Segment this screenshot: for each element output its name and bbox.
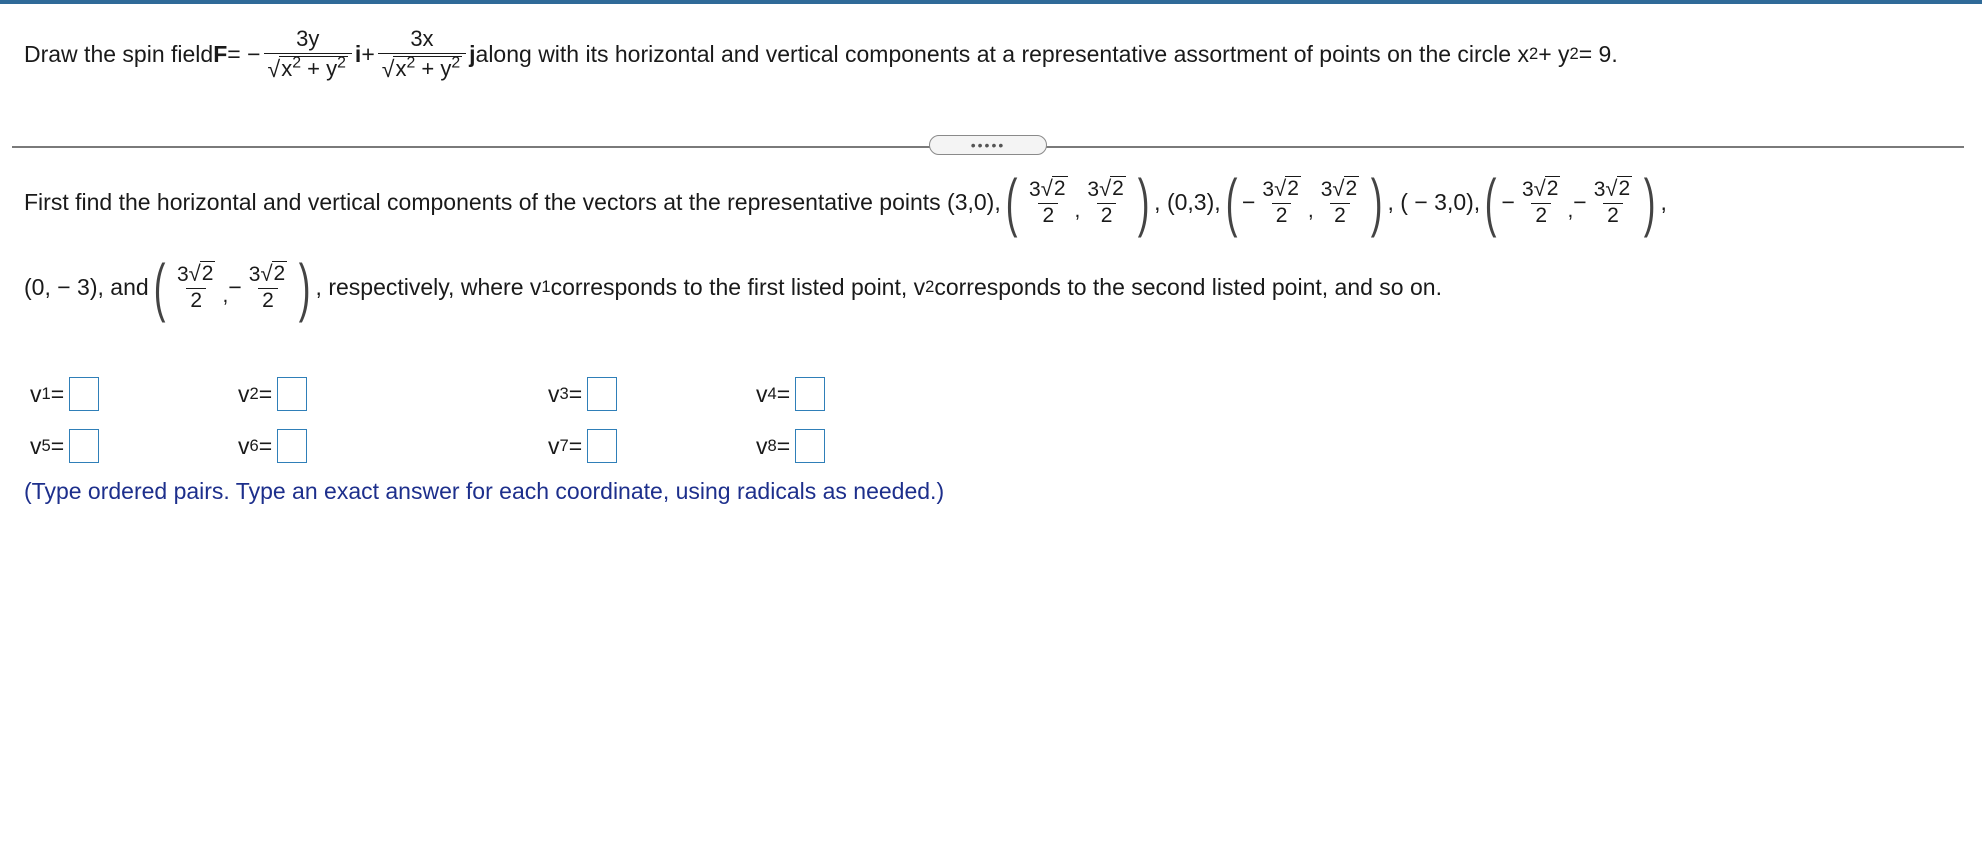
radicand-y: + y (301, 56, 338, 82)
equals: = (258, 432, 273, 459)
answer-input-v6[interactable] (277, 429, 307, 463)
left-paren: ( (1225, 166, 1238, 238)
fraction-3x-denominator (378, 53, 466, 82)
coord-numerator (173, 261, 219, 287)
answer-input-v7[interactable] (587, 429, 617, 463)
coef: 3 (248, 263, 261, 287)
radicand-x: x (281, 56, 293, 82)
coord-denominator: 2 (1603, 203, 1623, 228)
sqrt-radicand (393, 56, 462, 81)
expand-toggle-button[interactable]: ••••• (929, 135, 1047, 155)
left-paren: ( (1484, 166, 1497, 238)
comma: , (1074, 199, 1081, 222)
radicand: 2 (201, 262, 214, 286)
sqrt-icon: √ (1533, 176, 1546, 202)
sqrt-icon: √ (1040, 176, 1053, 202)
sqrt-icon: √ (381, 56, 395, 83)
answer-label: v (238, 432, 250, 459)
radicand: 2 (1053, 177, 1066, 201)
coord-fraction (173, 261, 219, 312)
fraction-3y (264, 26, 352, 83)
answer-v6: v 6 = (238, 429, 307, 463)
instruction-text-2: (0, − 3), and (24, 273, 149, 300)
sqrt (1099, 176, 1126, 200)
coord-denominator: 2 (1272, 203, 1292, 228)
instruction-line-2: (0, − 3), and ( 3 √ 2 2 , − 3 √ 2 2 ) , respectively, where v 1 corresponds to the first listed point, v 2 corresponds to the second listed point, and so on. (24, 251, 1442, 323)
exp: 2 (292, 54, 302, 72)
answer-label: v (238, 380, 250, 407)
coord-denominator: 2 (1531, 203, 1551, 228)
point-0-3-text: , (0,3), (1154, 188, 1221, 215)
instruction-text-3: , respectively, where v (315, 273, 542, 300)
exp: 2 (406, 54, 416, 72)
circle-plus-y: + y (1538, 40, 1570, 67)
exp: 2 (337, 54, 346, 72)
answer-label: v (548, 432, 560, 459)
instruction-text-1: First find the horizontal and vertical components of the vectors at the representative points (3,0), (24, 188, 1001, 215)
coord-denominator: 2 (1038, 203, 1058, 228)
sqrt-icon: √ (188, 261, 201, 287)
right-paren: ) (299, 251, 311, 323)
coord-fraction (1025, 176, 1071, 227)
radicand-x: x (395, 56, 407, 82)
coord-numerator (1518, 176, 1564, 202)
instruction-text-4: corresponds to the first listed point, v (550, 273, 926, 300)
equals-minus: = − (227, 40, 261, 67)
circle-equation: = 9. (1578, 40, 1618, 67)
sqrt-x2y2 (268, 56, 348, 81)
sqrt (1332, 176, 1359, 200)
sqrt (1274, 176, 1301, 200)
sqrt (1605, 176, 1632, 200)
sqrt-icon: √ (1332, 176, 1345, 202)
coord-fraction (245, 261, 291, 312)
minus-sign: − (1241, 188, 1256, 215)
answer-v8: v 8 = (756, 429, 825, 463)
coord-fraction (1317, 176, 1363, 227)
coord-fraction (1258, 176, 1304, 227)
instruction-text-5: corresponds to the second listed point, and so on. (934, 273, 1442, 300)
coord-fraction (1518, 176, 1564, 227)
exp: 2 (451, 54, 461, 72)
coef: 3 (1593, 178, 1606, 202)
minus-sign: − (228, 273, 242, 300)
equals: = (568, 380, 583, 407)
answer-label: v (548, 380, 560, 407)
sqrt (1041, 176, 1068, 200)
radicand-y: + y (415, 56, 452, 82)
left-paren: ( (153, 251, 166, 323)
instruction-line-1 (24, 166, 1667, 238)
sqrt-icon: √ (267, 56, 281, 83)
answer-label: v (30, 432, 42, 459)
answer-v4: v 4 = (756, 377, 825, 411)
comma: , (1307, 199, 1314, 222)
problem-prefix: Draw the spin field (24, 40, 214, 67)
field-symbol: F (213, 40, 228, 67)
sqrt-icon: √ (1274, 176, 1287, 202)
coef: 3 (1320, 178, 1333, 202)
coord-denominator: 2 (258, 288, 278, 313)
sqrt (189, 261, 216, 285)
answer-label: v (756, 432, 768, 459)
point-1 (1001, 166, 1154, 238)
point-3 (1480, 166, 1660, 238)
fraction-3y-numerator: 3y (296, 26, 320, 51)
radicand: 2 (1287, 177, 1299, 201)
coord-numerator (1258, 176, 1304, 202)
answer-v5: v 5 = (30, 429, 99, 463)
minus-sign: − (1501, 188, 1515, 215)
answer-input-v8[interactable] (795, 429, 825, 463)
radicand: 2 (273, 262, 286, 286)
equals: = (776, 432, 791, 459)
fraction-3y-denominator (264, 53, 352, 82)
point-4 (149, 251, 316, 323)
equals: = (50, 380, 65, 407)
radicand: 2 (1345, 177, 1358, 201)
radicand: 2 (1112, 177, 1124, 201)
sqrt (260, 261, 287, 285)
equals: = (50, 432, 65, 459)
answer-v7: v 7 = (548, 429, 617, 463)
answer-input-v1[interactable] (69, 377, 99, 411)
answer-v1: v 1 = (30, 377, 99, 411)
problem-suffix: along with its horizontal and vertical components at a representative assortment of points on the circle x (475, 40, 1529, 67)
right-paren: ) (1370, 166, 1383, 238)
problem-statement: Draw the spin field F = − 3y √ $x^2 + y^2$ i + 3x √ $x^2 + y^2$ j along with its horizontal and vertical components at a representative assortment of points on the circle x 2 + y 2 = 9. (24, 26, 1618, 83)
answer-input-v2[interactable] (277, 377, 307, 411)
coord-numerator (245, 261, 291, 287)
comma: , (222, 284, 229, 307)
answer-input-v4[interactable] (795, 377, 825, 411)
sqrt (1534, 176, 1561, 200)
sqrt-icon: √ (1605, 176, 1618, 202)
fraction-3x-numerator: 3x (410, 26, 434, 51)
sqrt-radicand (279, 56, 348, 81)
coef: 3 (176, 263, 189, 287)
coord-denominator: 2 (186, 288, 206, 313)
point-2 (1221, 166, 1388, 238)
comma: , (1567, 199, 1574, 222)
coord-denominator: 2 (1330, 203, 1350, 228)
answer-v2: v 2 = (238, 377, 307, 411)
coord-fraction (1590, 176, 1636, 227)
radicand: 2 (1546, 177, 1559, 201)
unit-i: i (354, 40, 362, 67)
fraction-3x (378, 26, 466, 83)
equals: = (776, 380, 791, 407)
equals: = (258, 380, 273, 407)
point-m3-0-text: , ( − 3,0), (1387, 188, 1481, 215)
coef: 3 (1521, 178, 1534, 202)
unit-j: j (469, 40, 476, 67)
coord-numerator (1317, 176, 1363, 202)
coord-fraction (1083, 176, 1129, 227)
radicand: 2 (1618, 177, 1631, 201)
plus-sign: + (361, 40, 375, 67)
left-paren: ( (1005, 166, 1018, 238)
coef: 3 (1262, 178, 1275, 202)
top-accent-bar (0, 0, 1982, 4)
coord-numerator (1083, 176, 1129, 202)
sqrt-icon: √ (1099, 176, 1112, 202)
equals: = (568, 432, 583, 459)
answer-format-hint: (Type ordered pairs. Type an exact answer for each coordinate, using radicals as needed.) (24, 478, 945, 504)
coord-denominator: 2 (1097, 203, 1117, 228)
coef: 3 (1029, 178, 1041, 202)
sqrt-x2y2 (382, 56, 462, 81)
answer-input-v3[interactable] (587, 377, 617, 411)
minus-sign: − (1573, 188, 1587, 215)
answer-v3: v 3 = (548, 377, 617, 411)
trailing-comma: , (1660, 188, 1667, 215)
coord-numerator (1025, 176, 1071, 202)
sqrt-icon: √ (260, 261, 273, 287)
right-paren: ) (1137, 166, 1150, 238)
answer-label: v (756, 380, 768, 407)
answer-label: v (30, 380, 42, 407)
coord-numerator (1590, 176, 1636, 202)
right-paren: ) (1643, 166, 1656, 238)
answer-input-v5[interactable] (69, 429, 99, 463)
coef: 3 (1087, 178, 1100, 202)
